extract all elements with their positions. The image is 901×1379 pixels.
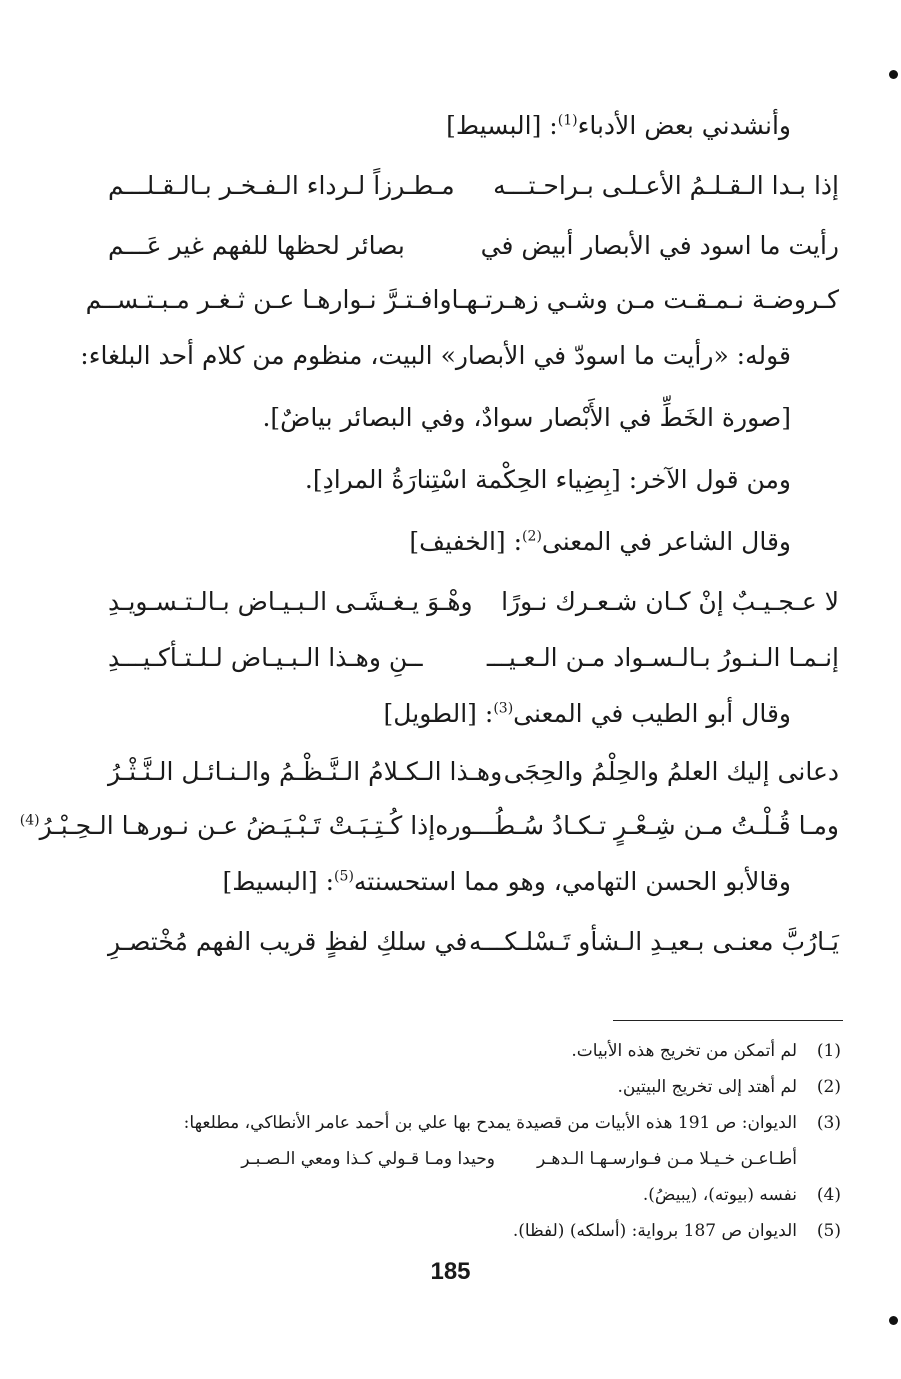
verse-line — [108, 922, 839, 962]
verse-line — [108, 638, 839, 678]
verse-hemistich-second: بصائر لحظها للفهم غير عَـــم — [108, 231, 405, 260]
meter-label: : [البسيط] — [222, 867, 335, 896]
footnote-verse — [241, 1146, 797, 1172]
footnote-divider — [613, 1020, 843, 1021]
margin-dot-bottom — [889, 1316, 898, 1325]
verse-hemistich-first: يَـارُبَّ معنـى بـعيـدِ الـشأو تَـسْلـكـــه — [468, 927, 839, 956]
prose-paragraph: [صورة الخَطِّ في الأَبْصار سوادٌ، وفي البصائر بياضٌ]. — [262, 403, 791, 432]
verse-intro — [446, 106, 791, 146]
hemistich-text: إذا كُـتِـبَـتْ تَـبْـيَـضُ عـن نـورهـا الـحِـبْـرُ — [39, 811, 436, 840]
footnote-number: (2) — [816, 1077, 841, 1097]
intro-text: وأنشدني بعض الأدباء — [577, 111, 791, 140]
verse-hemistich-second: وافـتـرَّ نـوارهـا عـن ثـغـر مـبـتـســم — [85, 285, 452, 314]
verse-line — [108, 166, 839, 206]
footnote — [571, 1038, 841, 1064]
verse-line — [108, 226, 839, 266]
footnote-text: الديوان: ص 191 هذه الأبيات من قصيدة يمدح بها علي بن أحمد عامر الأنطاكي، مطلعها: — [183, 1113, 797, 1133]
verse-hemistich-second: ــنِ وهـذا الـبـيـاض لـلـتـأكـيـــدِ — [108, 643, 423, 672]
meter-label: : [البسيط] — [446, 111, 558, 140]
footnote-number: (5) — [816, 1221, 841, 1241]
footnote-verse-second: وحيدا ومـا قـولي كـذا ومعي الـصـبـر — [241, 1149, 495, 1169]
footnote-ref: (2) — [522, 528, 542, 545]
verse-hemistich-second: وهْـوَ يـغـشَـى الـبـيـاض بـالـتـسـويـدِ — [108, 587, 473, 616]
footnote-number: (1) — [816, 1041, 841, 1061]
footnote-text: لم أهتد إلى تخريج البيتين. — [617, 1077, 797, 1097]
verse-line — [19, 806, 839, 846]
verse-hemistich-second: في سلكِ لفظٍ قريب الفهم مُخْتصـرِ — [108, 927, 468, 956]
footnote-text: لم أتمكن من تخريج هذه الأبيات. — [571, 1041, 797, 1061]
prose-paragraph: قوله: «رأيت ما اسودّ في الأبصار» البيت، منظوم من كلام أحد البلغاء: — [80, 341, 791, 370]
verse-hemistich-second: وهـذا الـكـلامُ الـنَّـظْـمُ والـنـائـل الـنَّـثْـرُ — [108, 757, 503, 786]
prose-paragraph: ومن قول الآخر: [بِضِياء الحِكْمة اسْتِنارَةُ المرادِ]. — [304, 465, 791, 494]
footnote — [618, 1074, 841, 1100]
verse-hemistich-second — [20, 806, 435, 846]
footnote-text: نفسه (بيوته)، (يبيضُ). — [642, 1185, 797, 1205]
verse-hemistich-first: لا عـجـيـبٌ إنْ كـان شـعـرك نـورًا — [501, 587, 839, 616]
meter-label: : [الطويل] — [383, 699, 494, 728]
footnote-text: الديوان ص 187 برواية: (أسلكه) (لفظا). — [512, 1221, 797, 1241]
intro-text: وقال أبو الطيب في المعنى — [513, 699, 791, 728]
verse-intro — [409, 522, 791, 562]
intro-text: وقال الشاعر في المعنى — [541, 527, 791, 556]
footnote — [513, 1218, 841, 1244]
verse-line — [85, 280, 839, 320]
footnote-ref: (5) — [334, 868, 354, 885]
verse-hemistich-first: كـروضـة نـمـقـت مـن وشـي زهـرتـهـا — [451, 285, 839, 314]
page-number: 185 — [430, 1258, 471, 1285]
footnote — [184, 1110, 841, 1136]
footnote-ref: (1) — [557, 112, 578, 129]
verse-hemistich-first: ومـا قُـلْـتُ مـن شِـعْـرٍ تـكـادُ سُـطُـــوره — [435, 811, 839, 840]
footnote-ref: (4) — [19, 812, 40, 829]
footnote-verse-first: أطـاعـن خـيـلا مـن فـوارسـهـا الـدهـر — [536, 1149, 797, 1169]
footnote-number: (4) — [816, 1185, 841, 1205]
footnote-number: (3) — [816, 1113, 841, 1133]
footnote-ref: (3) — [493, 700, 514, 717]
verse-hemistich-first: إنـمـا الـنـورُ بـالـسـواد مـن الـعـيـــ — [486, 643, 839, 672]
verse-intro — [384, 694, 791, 734]
meter-label: : [الخفيف] — [409, 527, 523, 556]
verse-hemistich-first: إذا بـدا الـقـلـمُ الأعـلـى بـراحـتـــه — [493, 171, 839, 200]
verse-line — [108, 752, 839, 792]
verse-hemistich-first: رأيت ما اسود في الأبصار أبيض في — [480, 231, 839, 260]
footnote — [643, 1182, 841, 1208]
margin-dot-top — [889, 70, 898, 79]
verse-hemistich-second: مـطـرزاً لـرداء الـفـخـر بـالـقـلـــم — [108, 171, 455, 200]
intro-text: وقالأبو الحسن التهامي، وهو مما استحسنته — [353, 867, 791, 896]
verse-hemistich-first: دعانى إليك العلمُ والحِلْمُ والحِجَى — [503, 757, 839, 786]
verse-line — [108, 582, 839, 622]
verse-intro — [222, 862, 791, 902]
